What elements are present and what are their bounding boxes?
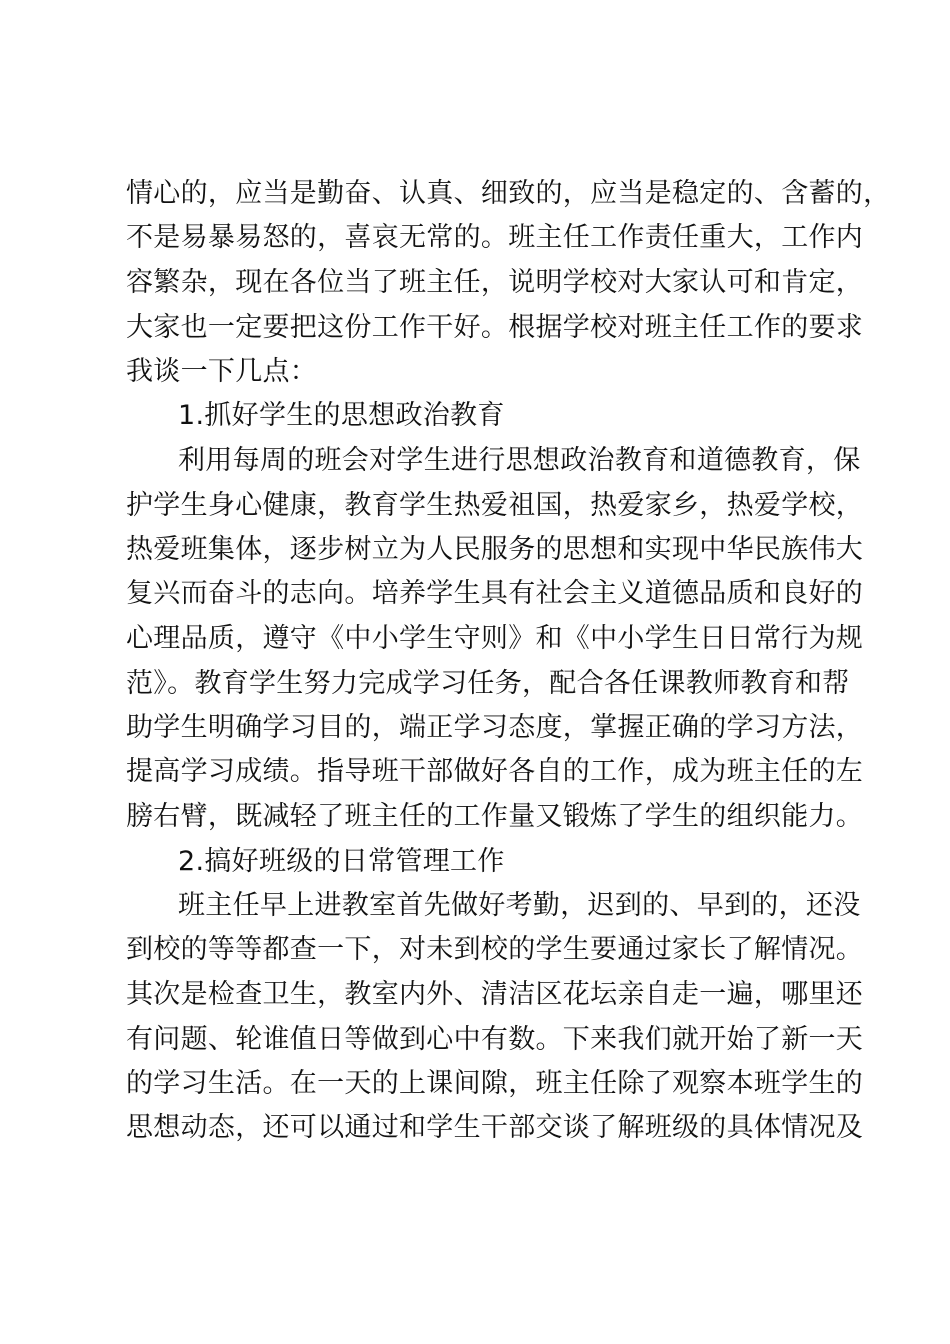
- text-line: 护学生身心健康，教育学生热爱祖国，热爱家乡，热爱学校，: [126, 490, 864, 521]
- paragraph-first-line: 班主任早上进教室首先做好考勤，迟到的、早到的，还没: [178, 890, 861, 921]
- text-line: 有问题、轮谁值日等做到心中有数。下来我们就开始了新一天: [126, 1024, 864, 1055]
- text-line: 助学生明确学习目的，端正学习态度，掌握正确的学习方法，: [126, 712, 864, 743]
- text-line: 提高学习成绩。指导班干部做好各自的工作，成为班主任的左: [126, 756, 864, 787]
- text-line: 其次是检查卫生，教室内外、清洁区花坛亲自走一遍，哪里还: [126, 979, 864, 1010]
- text-line: 膀右臂，既减轻了班主任的工作量又锻炼了学生的组织能力。: [126, 801, 864, 832]
- section-heading: 1.抓好学生的思想政治教育: [178, 400, 505, 431]
- text-line: 思想动态，还可以通过和学生干部交谈了解班级的具体情况及: [126, 1112, 864, 1143]
- text-line: 容繁杂，现在各位当了班主任，说明学校对大家认可和肯定，: [126, 267, 864, 298]
- paragraph-first-line: 利用每周的班会对学生进行思想政治教育和道德教育，保: [178, 445, 861, 476]
- text-line: 情心的，应当是勤奋、认真、细致的，应当是稳定的、含蓄的，: [126, 178, 891, 209]
- text-line: 我谈一下几点：: [126, 356, 318, 387]
- text-line: 复兴而奋斗的志向。培养学生具有社会主义道德品质和良好的: [126, 578, 864, 609]
- text-line: 不是易暴易怒的，喜哀无常的。班主任工作责任重大，工作内: [126, 222, 864, 253]
- section-heading: 2.搞好班级的日常管理工作: [178, 846, 505, 877]
- text-line: 的学习生活。在一天的上课间隙，班主任除了观察本班学生的: [126, 1068, 864, 1099]
- text-line: 心理品质，遵守《中小学生守则》和《中小学生日日常行为规: [126, 623, 864, 654]
- text-line: 到校的等等都查一下，对未到校的学生要通过家长了解情况。: [126, 934, 864, 965]
- text-line: 热爱班集体，逐步树立为人民服务的思想和实现中华民族伟大: [126, 534, 864, 565]
- text-line: 大家也一定要把这份工作干好。根据学校对班主任工作的要求: [126, 312, 864, 343]
- text-line: 范》。教育学生努力完成学习任务，配合各任课教师教育和帮: [126, 668, 850, 699]
